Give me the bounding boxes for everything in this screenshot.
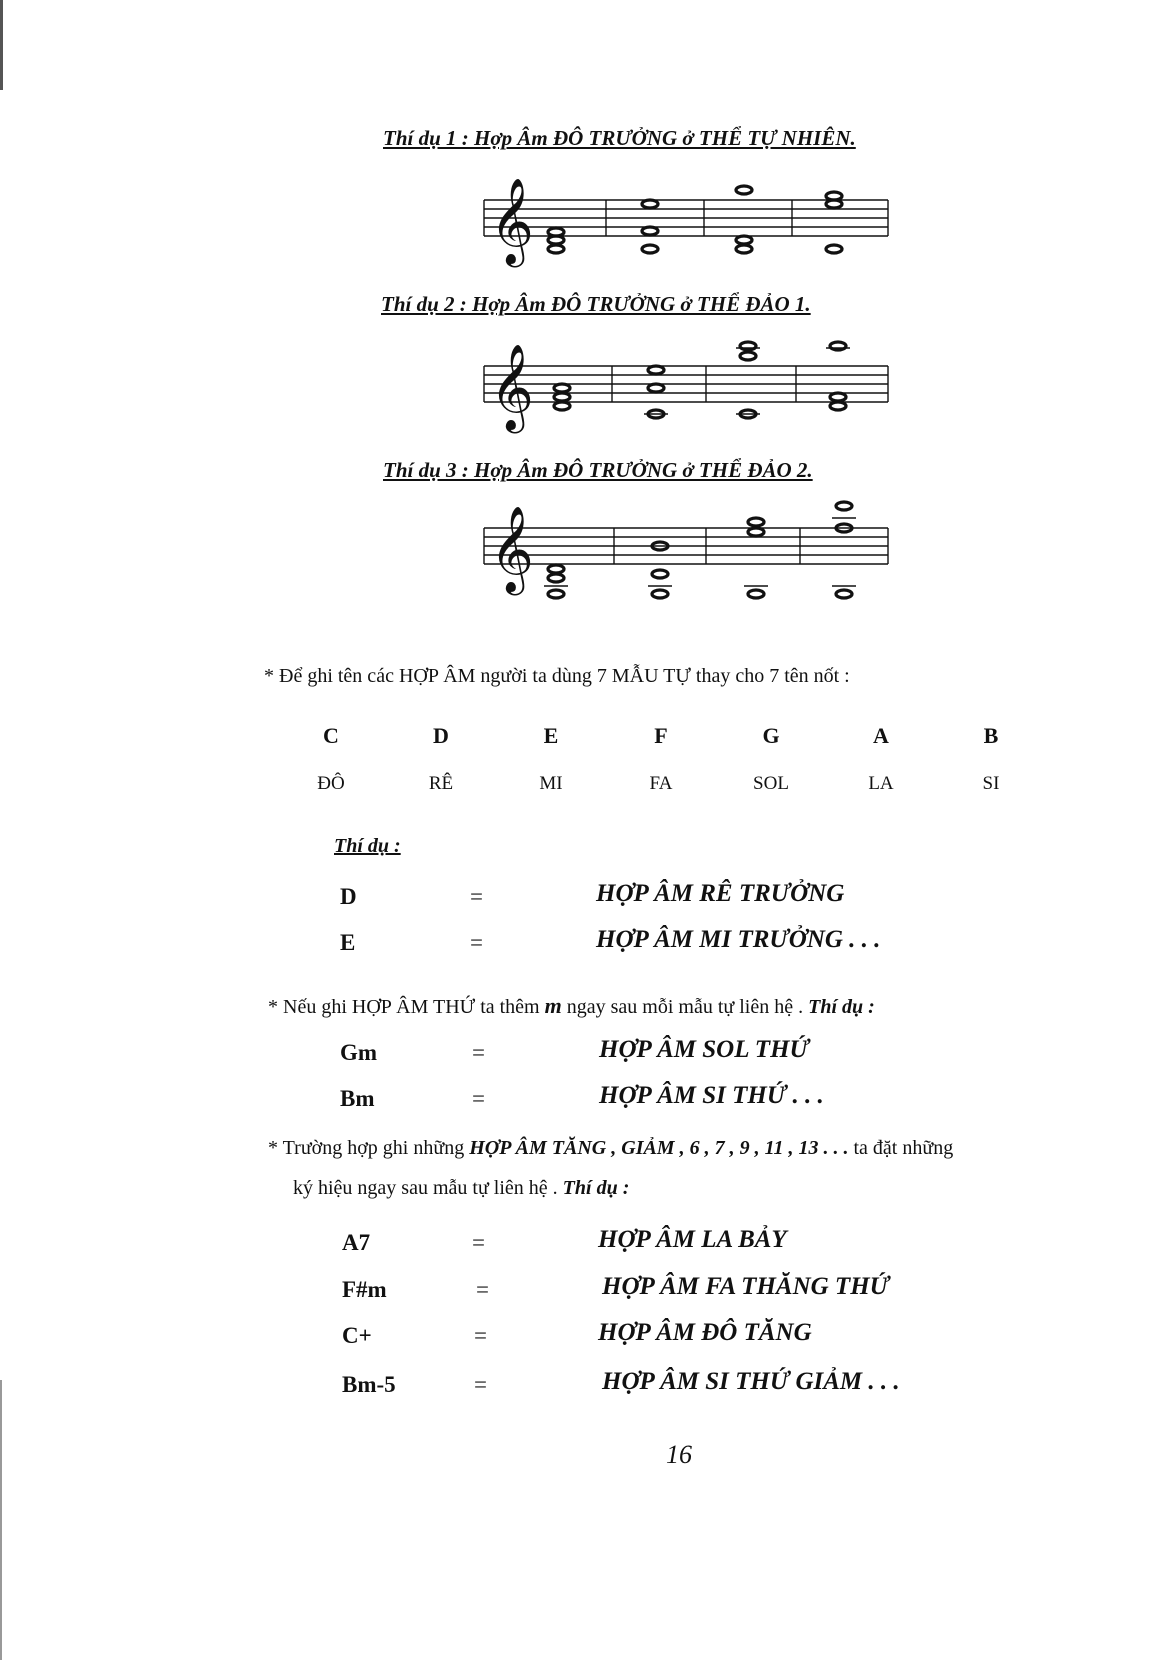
chord-symbol: Gm xyxy=(340,1040,378,1065)
example-3-title: Thí dụ 3 : Hợp Âm ĐÔ TRƯỞNG ở THỂ ĐẢO 2. xyxy=(383,458,813,482)
equals-sign: = xyxy=(476,1277,489,1302)
solfege-name: LA xyxy=(868,773,894,794)
chord-meaning: HỢP ÂM RÊ TRƯỞNG xyxy=(596,880,845,907)
extended-note-label: Thí dụ : xyxy=(562,1177,630,1199)
chord-symbol: F#m xyxy=(342,1277,387,1302)
minor-note-label: Thí dụ : xyxy=(808,996,875,1018)
example-2-title: Thí dụ 2 : Hợp Âm ĐÔ TRƯỞNG ở THỂ ĐẢO 1. xyxy=(381,292,811,316)
chord-meaning: HỢP ÂM ĐÔ TĂNG xyxy=(598,1319,812,1346)
letter: G xyxy=(762,723,780,748)
example-label: Thí dụ : xyxy=(334,835,401,857)
chord-symbol: D xyxy=(340,884,357,909)
equals-sign: = xyxy=(474,1323,487,1348)
svg-text:𝄞: 𝄞 xyxy=(490,344,534,430)
chord-meaning: HỢP ÂM LA BẢY xyxy=(598,1226,787,1253)
equals-sign: = xyxy=(472,1040,485,1065)
minor-note-pre: * Nếu ghi HỢP ÂM THỨ ta thêm xyxy=(268,996,545,1018)
letter: F xyxy=(654,723,668,748)
staff-example-1 xyxy=(478,172,898,268)
svg-text:𝄞: 𝄞 xyxy=(490,506,534,592)
page-number: 16 xyxy=(666,1440,692,1469)
solfege-name: SI xyxy=(982,773,1000,794)
solfege-row xyxy=(276,773,1046,795)
staff-example-3 xyxy=(478,494,898,614)
extended-note-chords: HỢP ÂM TĂNG , GIẢM , 6 , 7 , 9 , 11 , 13 . . . xyxy=(469,1137,849,1159)
solfege-name: ĐÔ xyxy=(317,773,345,794)
extended-note-line2-text: ký hiệu ngay sau mẫu tự liên hệ . xyxy=(293,1177,563,1199)
example-1-title: Thí dụ 1 : Hợp Âm ĐÔ TRƯỞNG ở THỂ TỰ NHIÊN. xyxy=(383,126,856,150)
equals-sign: = xyxy=(474,1372,487,1397)
extended-note xyxy=(268,1137,953,1160)
letter: C xyxy=(323,723,339,748)
chord-meaning: HỢP ÂM SI THỨ GIẢM . . . xyxy=(602,1368,900,1395)
scan-edge-mark xyxy=(0,0,3,90)
chord-symbol: E xyxy=(340,930,356,955)
chord-meaning: HỢP ÂM MI TRƯỞNG . . . xyxy=(596,926,881,953)
extended-note-post: ta đặt những xyxy=(848,1137,954,1159)
equals-sign: = xyxy=(472,1230,485,1255)
letter: E xyxy=(543,723,559,748)
letter: B xyxy=(983,723,999,748)
equals-sign: = xyxy=(470,884,483,909)
solfege-name: MI xyxy=(539,773,563,794)
chord-symbol: C+ xyxy=(342,1323,372,1348)
minor-note xyxy=(268,993,875,1019)
equals-sign: = xyxy=(472,1086,485,1111)
chord-meaning: HỢP ÂM FA THĂNG THỨ xyxy=(602,1273,890,1300)
letter: A xyxy=(873,723,889,748)
chord-meaning: HỢP ÂM SOL THỨ xyxy=(599,1036,809,1063)
letter: D xyxy=(433,723,449,748)
extended-note-line2 xyxy=(293,1177,629,1200)
letters-row xyxy=(276,723,1046,749)
staff-example-2 xyxy=(478,336,898,436)
chord-symbol: Bm-5 xyxy=(342,1372,396,1397)
solfege-name: RÊ xyxy=(428,773,454,794)
solfege-name: SOL xyxy=(753,773,789,794)
extended-note-pre: * Trường hợp ghi những xyxy=(268,1137,470,1159)
equals-sign: = xyxy=(470,930,483,955)
intro-text: * Để ghi tên các HỢP ÂM người ta dùng 7 MẪU TỰ thay cho 7 tên nốt : xyxy=(264,665,850,687)
minor-suffix: m xyxy=(544,993,562,1018)
solfege-name: FA xyxy=(649,773,673,794)
minor-note-post: ngay sau mỗi mẫu tự liên hệ . xyxy=(561,996,809,1018)
scan-edge-mark xyxy=(0,1380,2,1660)
chord-meaning: HỢP ÂM SI THỨ . . . xyxy=(599,1082,824,1109)
chord-symbol: Bm xyxy=(340,1086,375,1111)
chord-symbol: A7 xyxy=(342,1230,371,1255)
svg-text:𝄞: 𝄞 xyxy=(490,178,534,264)
